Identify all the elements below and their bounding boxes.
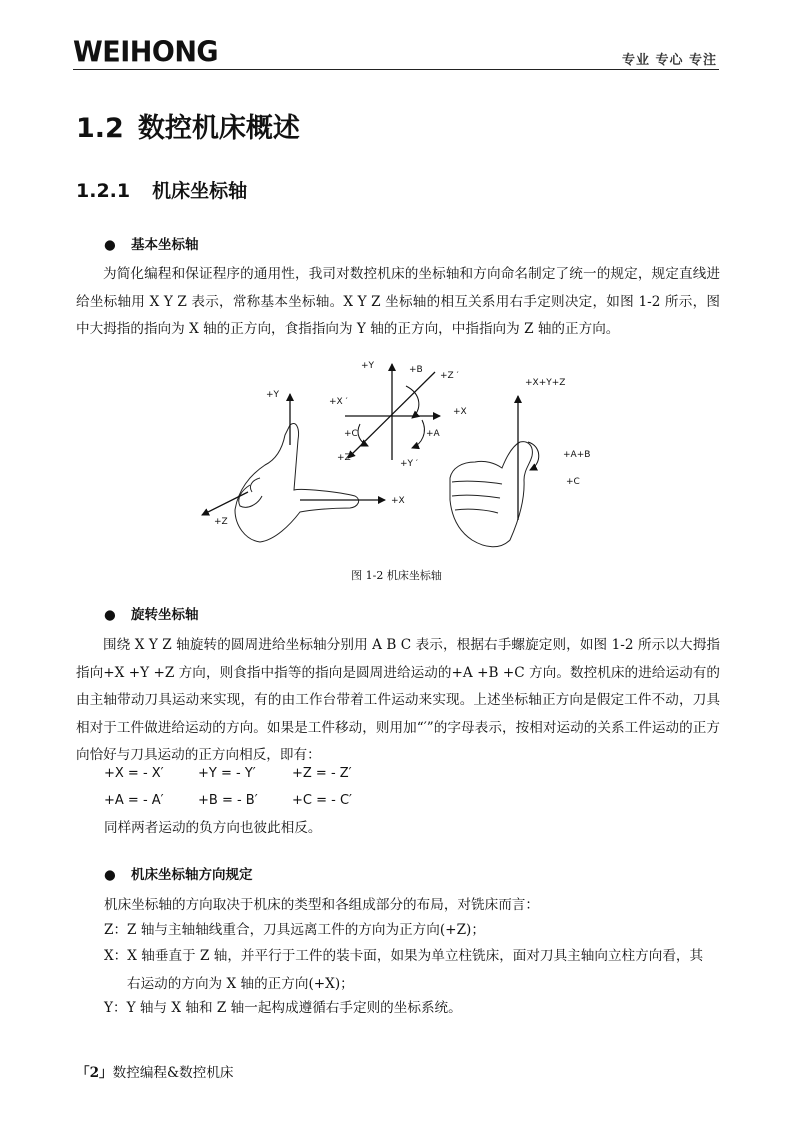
fig-label-right-xyz: +X+Y+Z [525, 378, 566, 388]
page-footer [76, 1061, 234, 1081]
fig-label-left-y: +Y [266, 390, 280, 400]
equation-a: +A = - A′ [104, 793, 164, 808]
fig-label-center-z-prime: +Z ′ [440, 371, 459, 381]
bullet-axis-direction [104, 863, 253, 883]
right-fist-illustration [450, 442, 532, 547]
subsection-number: 1.2.1 [76, 180, 131, 202]
right-rotation-arc [528, 442, 539, 470]
fig-label-left-z: +Z [214, 517, 228, 527]
bullet-dot-icon: ● [104, 867, 116, 883]
page-number: 「2」 [76, 1065, 113, 1081]
fig-label-center-x-prime: +X ′ [329, 397, 348, 407]
bullet-dot-icon: ● [104, 237, 116, 253]
subsection-heading [76, 176, 247, 203]
rotation-a-arc [412, 420, 424, 448]
footer-title: 数控编程&数控机床 [112, 1065, 234, 1081]
weihong-logo: WEIHONG [73, 36, 219, 69]
header-slogan: 专业 专心 专注 [621, 53, 717, 68]
equation-row-2 [104, 793, 386, 808]
fig-label-center-z: +Z [337, 453, 351, 463]
equation-x: +X = - X′ [104, 766, 164, 781]
fig-label-center-x: +X [453, 407, 467, 417]
fig-label-center-y: +Y [361, 361, 375, 371]
rule-y-axis [104, 995, 718, 1023]
rule-x-label: X： [104, 948, 128, 964]
section-number: 1.2 [76, 113, 124, 144]
fig-label-center-y-prime: +Y ′ [400, 459, 418, 469]
fig-label-center-b: +B [409, 365, 423, 375]
rule-z-text: Z 轴与主轴轴线重合，刀具远离工件的方向为正方向(+Z)； [127, 922, 485, 938]
bullet-basic-label: 基本坐标轴 [131, 237, 199, 253]
rule-x-text-2: 右运动的方向为 X 轴的正方向(+X)； [127, 975, 354, 992]
rotation-b-arc [406, 386, 419, 418]
bullet-direction-label: 机床坐标轴方向规定 [131, 867, 253, 883]
rule-y-label: Y： [104, 1000, 127, 1016]
axis-figure [190, 350, 610, 560]
opposite-note: 同样两者运动的负方向也彼此相反。 [104, 820, 322, 836]
rule-x-text-1: X 轴垂直于 Z 轴，并平行于工件的装卡面，如果为单立柱铣床，面对刀具主轴向立柱方向看，其 [127, 948, 704, 964]
equation-b: +B = - B′ [198, 793, 258, 808]
equation-z: +Z = - Z′ [292, 766, 352, 781]
direction-intro: 机床坐标轴的方向取决于机床的类型和各组成部分的布局，对铣床而言： [104, 897, 539, 913]
bullet-basic-axes [104, 233, 199, 253]
fig-label-left-x: +X [391, 496, 405, 506]
fig-label-center-a: +A [426, 429, 440, 439]
header-divider [73, 69, 719, 70]
bullet-rotary-label: 旋转坐标轴 [131, 607, 199, 623]
subsection-title: 机床坐标轴 [152, 180, 248, 202]
section-title: 数控机床概述 [137, 113, 300, 144]
fig-label-center-c: +C [344, 429, 358, 439]
rule-x-axis [104, 943, 718, 998]
equation-c: +C = - C′ [292, 793, 352, 808]
equation-row-1 [104, 766, 386, 781]
rule-z-label: Z： [104, 922, 128, 938]
rotation-c-arc [358, 424, 368, 446]
paragraph-basic-axes: 为简化编程和保证程序的通用性，我司对数控机床的坐标轴和方向命名制定了统一的规定，规定直线进给坐标轴用 X Y Z 表示，常称基本坐标轴。X Y Z 坐标轴的相互关系用右手定则决定，如图 1-2 所示，图中大拇指的指向为 X 轴的正方向，食指指向为 Y 轴的正方向，中指指向为 Z 轴的正方向。 [76, 266, 720, 337]
figure-caption: 图 1-2 机床坐标轴 [351, 569, 442, 582]
rule-z-axis [104, 917, 718, 945]
bullet-dot-icon: ● [104, 607, 116, 623]
left-z-arrow [202, 492, 248, 515]
fig-label-right-ab: +A+B [563, 450, 591, 460]
paragraph-rotary-axes: 围绕 X Y Z 轴旋转的圆周进给坐标轴分别用 A B C 表示，根据右手螺旋定则，如图 1-2 所示以大拇指指向+X +Y +Z 方向，则食指中指等的指向是圆周进给运动的+A +B +C 方向。数控机床的进给运动有的由主轴带动刀具运动来实现，有的由工作台带着工件运动来实现。上述坐标轴正方向是假定工件不动，刀具相对于工件做进给运动的方向。如果是工件移动，则用加“′”的字母表示，按相对运动的关系工件运动的正方向恰好与刀具运动的正方向相反，即有： [76, 637, 720, 763]
rule-y-text: Y 轴与 X 轴和 Z 轴一起构成遵循右手定则的坐标系统。 [126, 1000, 462, 1016]
section-heading [76, 106, 300, 145]
fig-label-right-c: +C [566, 477, 580, 487]
left-hand-illustration [235, 423, 359, 542]
bullet-rotary-axes [104, 603, 199, 623]
equation-y: +Y = - Y′ [198, 766, 256, 781]
